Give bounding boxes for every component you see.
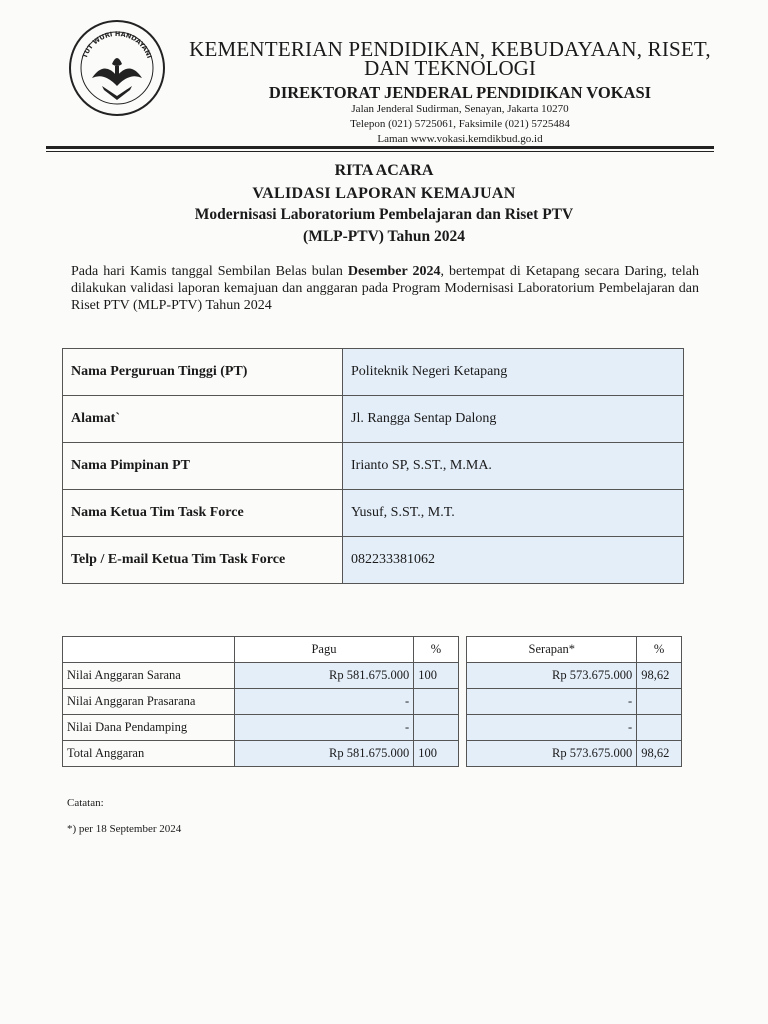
tut-wuri-handayani-logo <box>52 16 182 120</box>
logo-motto: TUT WURI HANDAYANI <box>80 29 154 60</box>
budget-serapan-pct <box>637 689 682 715</box>
budget-header-pct: % <box>414 637 458 663</box>
info-value: Politeknik Negeri Ketapang <box>343 349 684 396</box>
budget-serapan: - <box>467 689 637 715</box>
svg-text:TUT WURI HANDAYANI <box>81 30 154 59</box>
table-row <box>63 396 684 443</box>
intro-date: Desember 2024 <box>347 264 441 279</box>
budget-serapan-pct: 98,62 <box>637 741 682 767</box>
ministry-name-line1: KEMENTERIAN PENDIDIKAN, KEBUDAYAAN, RISET, <box>189 37 711 61</box>
intro-paragraph <box>71 263 699 314</box>
budget-serapan-pct <box>637 715 682 741</box>
budget-pagu-pct: 100 <box>414 663 458 689</box>
header-divider-thick <box>46 146 714 149</box>
budget-pagu: Rp 581.675.000 <box>234 663 413 689</box>
budget-table <box>62 636 682 767</box>
info-value: Jl. Rangga Sentap Dalong <box>343 396 684 443</box>
budget-serapan: Rp 573.675.000 <box>467 663 637 689</box>
notes-footnote: *) per 18 September 2024 <box>67 823 182 835</box>
info-value: Yusuf, S.ST., M.T. <box>343 490 684 537</box>
info-label: Nama Perguruan Tinggi (PT) <box>63 349 343 396</box>
budget-header-blank <box>63 637 235 663</box>
document-title-line1: RITA ACARA <box>334 162 434 179</box>
table-row <box>63 663 682 689</box>
table-row <box>63 689 682 715</box>
website-line: Laman www.vokasi.kemdikbud.go.id <box>377 133 543 145</box>
info-label: Nama Ketua Tim Task Force <box>63 490 343 537</box>
budget-pagu-pct <box>414 715 458 741</box>
ministry-name-line2: DAN TEKNOLOGI <box>364 56 536 80</box>
document-title-line3: Modernisasi Laboratorium Pembelajaran dan Riset PTV <box>194 206 574 223</box>
table-row <box>63 741 682 767</box>
table-row <box>63 443 684 490</box>
budget-column-gap <box>458 741 467 767</box>
info-value: Irianto SP, S.ST., M.MA. <box>343 443 684 490</box>
budget-pagu-pct <box>414 689 458 715</box>
info-value: 082233381062 <box>343 537 684 584</box>
table-row <box>63 537 684 584</box>
budget-serapan: - <box>467 715 637 741</box>
document-title-line2: VALIDASI LAPORAN KEMAJUAN <box>252 185 516 202</box>
info-label: Telp / E-mail Ketua Tim Task Force <box>63 537 343 584</box>
address-line: Jalan Jenderal Sudirman, Senayan, Jakarta 10270 <box>351 103 569 115</box>
notes-label: Catatan: <box>67 797 104 809</box>
phone-line: Telepon (021) 5725061, Faksimile (021) 5725484 <box>350 118 570 130</box>
budget-pagu: - <box>234 689 413 715</box>
document-title-line4: (MLP-PTV) Tahun 2024 <box>303 228 465 245</box>
budget-label: Nilai Anggaran Prasarana <box>63 689 235 715</box>
budget-label: Nilai Dana Pendamping <box>63 715 235 741</box>
budget-header-serapan: Serapan* <box>467 637 637 663</box>
budget-serapan: Rp 573.675.000 <box>467 741 637 767</box>
intro-text-end: , bertempat di Ketapang secara Daring, telah dilakukan validasi laporan kemajuan dan anggaran pada Program Modernisasi Laboratorium Pembelajaran dan Riset PTV (MLP-PTV) Tahun 2024 <box>71 264 699 313</box>
budget-pagu: Rp 581.675.000 <box>234 741 413 767</box>
budget-header-row <box>63 637 682 663</box>
table-row <box>63 490 684 537</box>
budget-pagu-pct: 100 <box>414 741 458 767</box>
budget-label: Nilai Anggaran Sarana <box>63 663 235 689</box>
directorate-name: DIREKTORAT JENDERAL PENDIDIKAN VOKASI <box>268 83 652 102</box>
budget-header-pct: % <box>637 637 682 663</box>
info-label: Alamat` <box>63 396 343 443</box>
budget-column-gap <box>458 663 467 689</box>
header-divider-thin <box>46 151 714 152</box>
budget-header-pagu: Pagu <box>234 637 413 663</box>
budget-column-gap <box>458 637 467 663</box>
budget-serapan-pct: 98,62 <box>637 663 682 689</box>
budget-column-gap <box>458 689 467 715</box>
budget-pagu: - <box>234 715 413 741</box>
intro-text-start: Pada hari Kamis tanggal Sembilan Belas bulan <box>71 264 348 279</box>
budget-label: Total Anggaran <box>63 741 235 767</box>
budget-column-gap <box>458 715 467 741</box>
table-row <box>63 349 684 396</box>
table-row <box>63 715 682 741</box>
info-label: Nama Pimpinan PT <box>63 443 343 490</box>
institution-info-table <box>62 348 684 584</box>
